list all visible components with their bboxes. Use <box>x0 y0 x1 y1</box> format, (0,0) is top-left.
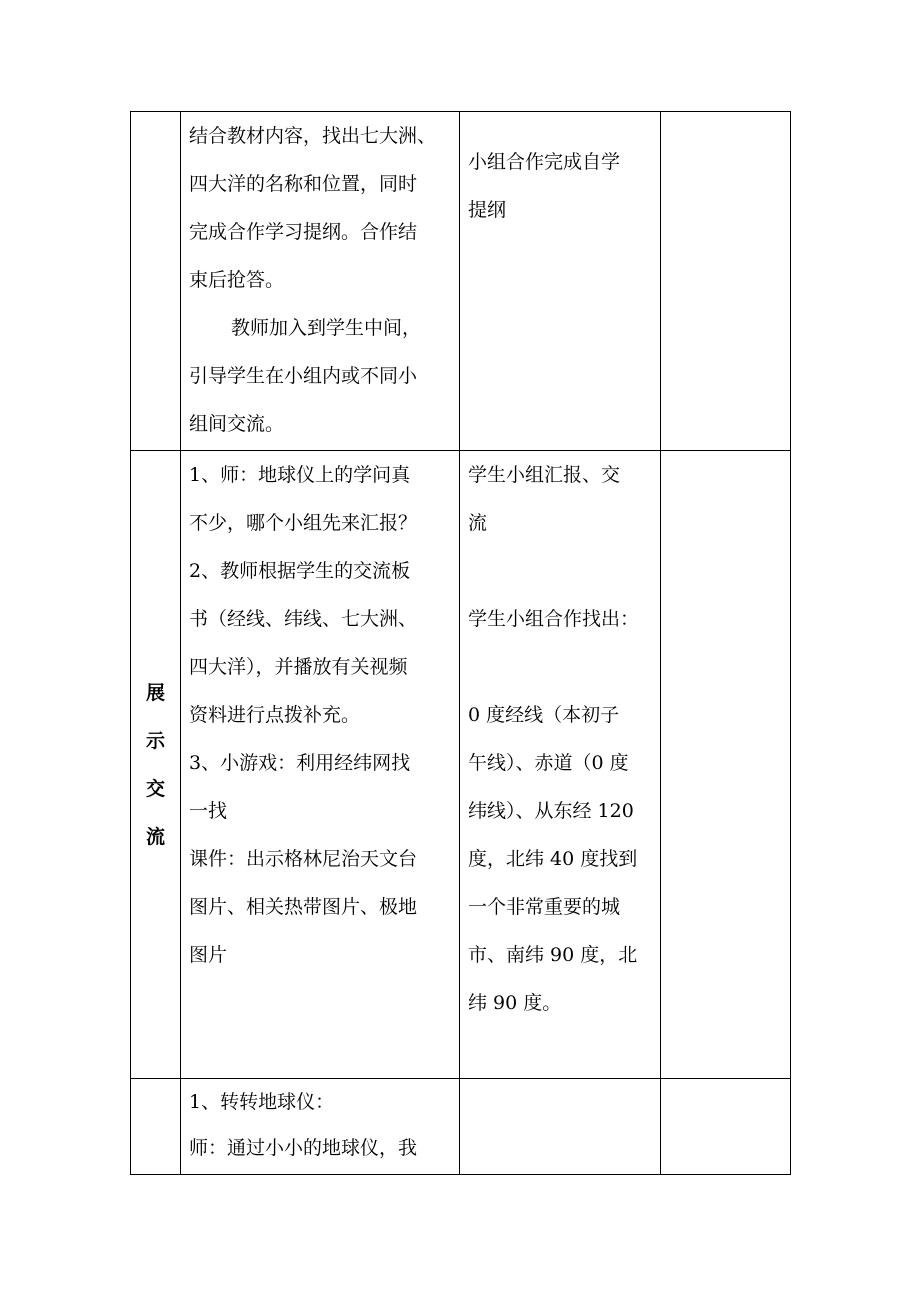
text-line: 纬线）、从东经 120 <box>468 800 634 822</box>
text-line: 流 <box>468 512 488 534</box>
text-line: 束后抢答。 <box>189 269 285 291</box>
text-line: 3、小游戏：利用经纬网找 <box>189 752 411 774</box>
text-line: 书（经线、纬线、七大洲、 <box>189 608 418 630</box>
student-activity-cell <box>460 451 661 1079</box>
text-line: 午线）、赤道（0 度 <box>468 752 629 774</box>
text-line: 学生小组汇报、交 <box>468 464 621 486</box>
note-cell <box>661 112 791 451</box>
student-activity-cell <box>460 112 661 451</box>
teacher-activity-cell <box>181 112 460 451</box>
lesson-plan-table <box>130 111 791 1175</box>
text-line: 市、南纬 90 度，北 <box>468 944 638 966</box>
text-line: 完成合作学习提纲。合作结 <box>189 221 418 243</box>
table-row <box>131 1079 791 1175</box>
stage-char: 流 <box>145 825 165 848</box>
text-line: 图片、相关热带图片、极地 <box>189 896 418 918</box>
student-activity-cell <box>460 1079 661 1175</box>
text-line: 四大洋），并播放有关视频 <box>189 656 408 678</box>
table-row <box>131 112 791 451</box>
text-line: 引导学生在小组内或不同小 <box>189 365 418 387</box>
text-line: 课件：出示格林尼治天文台 <box>189 848 418 870</box>
text-line: 提纲 <box>468 199 507 221</box>
stage-char: 示 <box>145 729 165 752</box>
text-line: 学生小组合作找出： <box>468 608 640 630</box>
text-line: 图片 <box>189 944 228 966</box>
text-line: 0 度经线（本初子 <box>468 704 620 726</box>
text-line: 一找 <box>189 800 228 822</box>
table-row <box>131 451 791 1079</box>
stage-cell <box>131 451 181 1079</box>
spacer <box>468 643 654 691</box>
text-line: 1、师：地球仪上的学问真 <box>189 464 411 486</box>
text-line: 四大洋的名称和位置，同时 <box>189 173 418 195</box>
teacher-activity-cell <box>181 451 460 1079</box>
spacer <box>468 547 654 595</box>
text-line: 小组合作完成自学 <box>468 151 621 173</box>
text-line: 教师加入到学生中间， <box>231 317 422 339</box>
text-line: 组间交流。 <box>189 413 285 435</box>
text-line: 2、教师根据学生的交流板 <box>189 560 411 582</box>
note-cell <box>661 1079 791 1175</box>
stage-char: 展 <box>145 681 165 704</box>
text-line: 不少，哪个小组先来汇报？ <box>189 512 418 534</box>
text-line: 资料进行点拨补充。 <box>189 704 361 726</box>
stage-cell <box>131 1079 181 1175</box>
text-line: 1、转转地球仪： <box>189 1091 335 1113</box>
text-line: 纬 90 度。 <box>468 992 562 1014</box>
teacher-activity-cell <box>181 1079 460 1175</box>
note-cell <box>661 451 791 1079</box>
text-line: 师：通过小小的地球仪，我 <box>189 1137 418 1159</box>
text-line: 度，北纬 40 度找到 <box>468 848 638 870</box>
stage-cell <box>131 112 181 451</box>
text-line: 结合教材内容，找出七大洲、 <box>189 125 437 147</box>
stage-char: 交 <box>145 777 165 800</box>
text-line: 一个非常重要的城 <box>468 896 621 918</box>
